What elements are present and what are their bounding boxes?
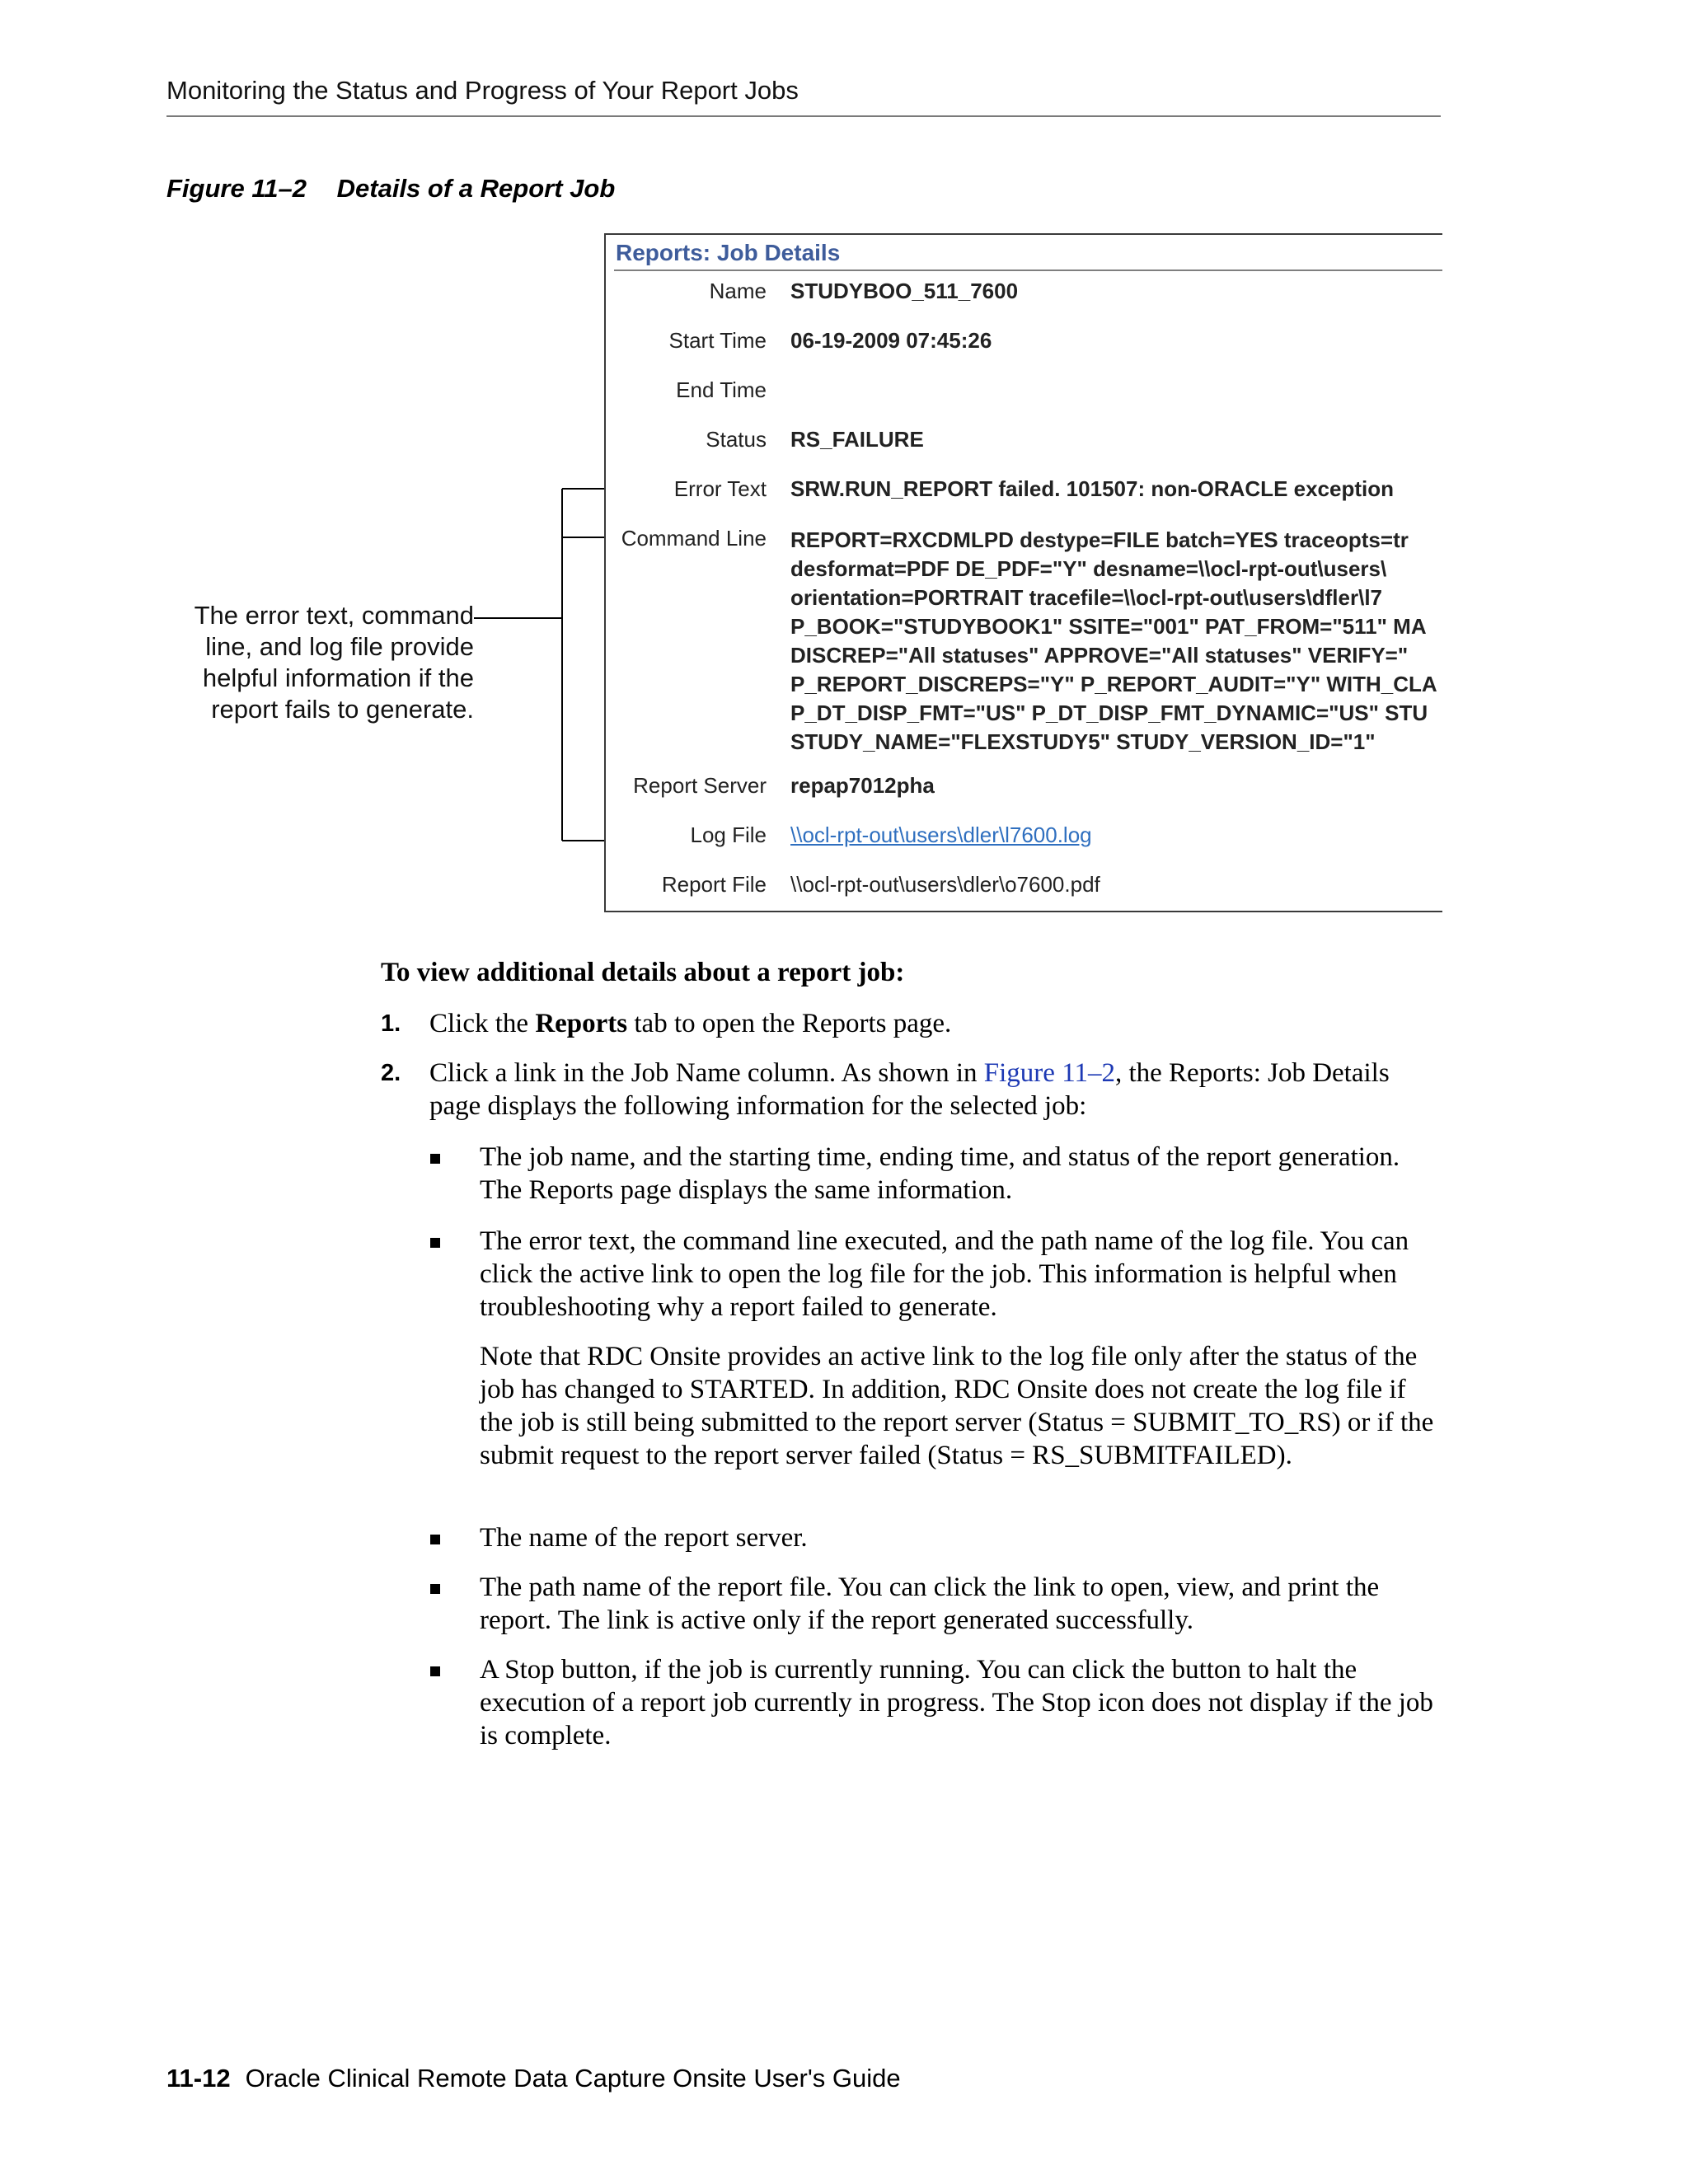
bullet-marker — [430, 1584, 440, 1594]
command-line-value — [790, 526, 1437, 757]
step-2-text — [429, 1057, 1443, 1122]
report-server-label: Report Server — [633, 773, 767, 798]
running-header: Monitoring the Status and Progress of Your Report Jobs — [166, 76, 799, 105]
report-server-value: repap7012pha — [790, 773, 935, 798]
step-2-pre: Click a link in the Job Name column. As shown in — [429, 1058, 984, 1088]
start-time-label: Start Time — [668, 328, 767, 353]
figure-number: Figure 11–2 — [166, 174, 307, 203]
bullet-note: Note that RDC Onsite provides an active link to the log file only after the status of the job has changed to STARTED. In addition, RDC Onsite does not create the log file if the job is still being submitted to the report server (Status = SUBMIT_TO_RS) or if the submit request to the report server failed (Status = RS_SUBMITFAILED). — [480, 1342, 1434, 1470]
job-details-screenshot — [604, 233, 1442, 912]
step-2-number: 2. — [381, 1060, 401, 1086]
bullet-item: The path name of the report file. You can click the link to open, view, and print the report. The link is active only if the report generated successfully. — [480, 1572, 1380, 1635]
command-line-text: DISCREP="All statuses" APPROVE="All statuses" VERIFY=" — [790, 643, 1409, 668]
bullet-marker — [430, 1154, 440, 1164]
step-1-text — [429, 1007, 1443, 1040]
error-text-label: Error Text — [673, 476, 767, 501]
bullet-item: The job name, and the starting time, ending time, and status of the report generation. The Reports page displays the same information. — [480, 1142, 1400, 1205]
report-file-label: Report File — [661, 872, 767, 897]
bullet-marker — [430, 1535, 440, 1544]
figure-title: Details of a Report Job — [336, 174, 616, 203]
command-line-text: P_DT_DISP_FMT="US" P_DT_DISP_FMT_DYNAMIC="US" STU — [790, 701, 1428, 725]
command-line-text: desformat=PDF DE_PDF="Y" desname=\\ocl-rpt-out\users\ — [790, 556, 1387, 581]
status-value: RS_FAILURE — [790, 427, 924, 452]
step-1-pre: Click the — [429, 1009, 536, 1038]
command-line-text: STUDY_NAME="FLEXSTUDY5" STUDY_VERSION_ID="1" — [790, 729, 1376, 754]
bullet-marker — [430, 1666, 440, 1676]
step-1-bold: Reports — [535, 1009, 628, 1038]
step-1-post: tab to open the Reports page. — [627, 1009, 952, 1038]
bullet-marker — [430, 1238, 440, 1248]
callout-text: The error text, command line, and log file provide helpful information if the report fails to generate. — [194, 601, 474, 724]
page-number: 11-12 — [166, 2064, 231, 2093]
command-line-label: Command Line — [621, 526, 767, 551]
log-file-label: Log File — [690, 823, 767, 847]
figure-11-2-link[interactable]: Figure 11–2 — [983, 1058, 1115, 1088]
bullet-item: A Stop button, if the job is currently running. You can click the button to halt the execution of a report job currently in progress. The Stop icon does not display if the job is complete. — [480, 1655, 1433, 1750]
panel-title: Reports: Job Details — [616, 240, 841, 265]
start-time-value: 06-19-2009 07:45:26 — [790, 328, 992, 353]
step-2-post: , the Reports: Job Details page displays the following information for the selected job: — [429, 1058, 1390, 1121]
command-line-text: P_REPORT_DISCREPS="Y" P_REPORT_AUDIT="Y" WITH_CLA — [790, 672, 1437, 696]
name-label: Name — [709, 279, 767, 303]
error-text-value: SRW.RUN_REPORT failed. 101507: non-ORACLE exception — [790, 476, 1394, 501]
bullet-item: The name of the report server. — [480, 1523, 808, 1553]
status-label: Status — [706, 427, 767, 452]
footer-title: Oracle Clinical Remote Data Capture Onsite User's Guide — [245, 2064, 901, 2093]
panel-title-rule — [614, 269, 1442, 271]
footer — [166, 2064, 901, 2093]
bullet-item: The error text, the command line executed, and the path name of the log file. You can click the active link to open the log file for the job. This information is helpful when troubleshooting why a report failed to generate. — [480, 1226, 1409, 1322]
procedure-heading: To view additional details about a report job: — [381, 958, 905, 987]
name-value: STUDYBOO_511_7600 — [790, 279, 1019, 303]
report-file-value: \\ocl-rpt-out\users\dler\o7600.pdf — [790, 872, 1100, 897]
command-line-text: orientation=PORTRAIT tracefile=\\ocl-rpt-out\users\dfler\l7 — [790, 585, 1383, 610]
command-line-text: P_BOOK="STUDYBOOK1" SSITE="001" PAT_FROM="511" MA — [790, 614, 1427, 639]
log-file-link[interactable]: \\ocl-rpt-out\users\dler\l7600.log — [790, 823, 1092, 847]
command-line-text: REPORT=RXCDMLPD destype=FILE batch=YES traceopts=tr — [790, 527, 1409, 552]
step-1-number: 1. — [381, 1010, 401, 1037]
end-time-label: End Time — [676, 377, 767, 402]
